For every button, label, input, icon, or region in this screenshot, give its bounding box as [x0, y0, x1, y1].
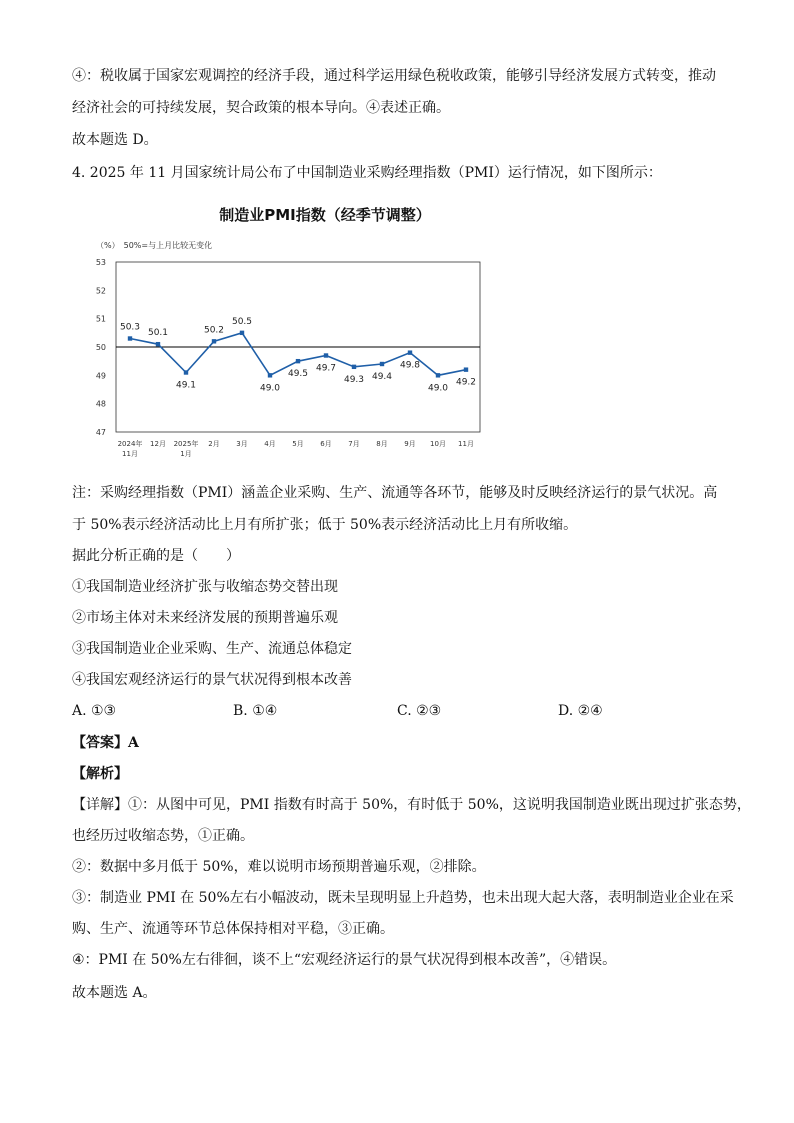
- data-point: [268, 373, 272, 377]
- value-labels: [120, 317, 476, 393]
- x-tick-label: 2025年 1月: [173, 440, 199, 458]
- detail-line-1: 【详解】①：从图中可见，PMI 指数有时高于 50%，有时低于 50%，这说明我国制造业既出现过扩张态势，: [72, 797, 751, 813]
- note-line-1: 注：采购经理指数（PMI）涵盖企业采购、生产、流通等各环节，能够及时反映经济运行的景气状况。高: [72, 485, 718, 501]
- analysis-label: 【解析】: [72, 766, 128, 782]
- x-tick-label: 5月: [292, 440, 304, 448]
- detail-line-3: ②：数据中多月低于 50%，难以说明市场预期普遍乐观，②排除。: [72, 859, 486, 875]
- data-point: [352, 365, 356, 369]
- y-tick-label: 49: [95, 371, 106, 381]
- data-point: [128, 336, 132, 340]
- data-label: 50.1: [147, 328, 169, 339]
- x-tick-label: 10月: [430, 440, 446, 448]
- x-tick-label: 4月: [264, 440, 276, 448]
- detail-line-5: 购、生产、流通等环节总体保持相对平稳，③正确。: [72, 921, 394, 937]
- x-tick-label: 12月: [150, 440, 166, 448]
- data-label: 49.0: [427, 383, 449, 394]
- statement-4: ④我国宏观经济运行的景气状况得到根本改善: [72, 672, 352, 688]
- x-tick-label: 2024年 11月: [117, 440, 143, 458]
- detail-line-7: 故本题选 A。: [72, 985, 157, 1001]
- detail-line-4: ③：制造业 PMI 在 50%左右小幅波动，既未呈现明显上升趋势，也未出现大起大落，表明制造业企业在采: [72, 890, 734, 906]
- question-prompt: 据此分析正确的是（ ）: [72, 548, 240, 564]
- data-point: [156, 342, 160, 346]
- chart-title: 制造业PMI指数（经季节调整）: [219, 206, 431, 224]
- y-tick-label: 48: [95, 399, 106, 409]
- data-label: 50.5: [231, 316, 253, 327]
- detail-line-6: ④：PMI 在 50%左右徘徊，谈不上“宏观经济运行的景气状况得到根本改善”，④错误。: [72, 952, 617, 968]
- data-label: 50.2: [203, 325, 225, 336]
- x-tick-label: 6月: [320, 440, 332, 448]
- data-point: [296, 359, 300, 363]
- x-axis-labels: [118, 439, 474, 458]
- data-label: 49.4: [371, 372, 393, 382]
- option-d: D. ②④: [558, 703, 603, 719]
- x-tick-label: 7月: [348, 440, 360, 448]
- y-tick-label: 52: [95, 286, 106, 296]
- text-line-2: 经济社会的可持续发展，契合政策的根本导向。④表述正确。: [72, 100, 450, 116]
- data-label: 49.7: [315, 363, 337, 374]
- x-tick-label: 3月: [236, 440, 248, 448]
- data-point: [380, 362, 384, 366]
- data-label: 49.1: [175, 380, 197, 391]
- text-line-3: 故本题选 D。: [72, 132, 158, 148]
- statement-3: ③我国制造业企业采购、生产、流通总体稳定: [72, 641, 352, 657]
- option-b: B. ①④: [233, 703, 278, 719]
- text-line-1: ④：税收属于国家宏观调控的经济手段，通过科学运用绿色税收政策，能够引导经济发展方式转变，推动: [72, 68, 716, 84]
- x-tick-label: 9月: [404, 440, 416, 448]
- data-label: 49.3: [343, 374, 365, 385]
- data-label: 49.2: [455, 377, 477, 388]
- answer-label: 【答案】A: [72, 735, 139, 751]
- data-label: 49.8: [399, 360, 421, 371]
- data-point: [324, 353, 328, 357]
- data-point: [240, 331, 244, 335]
- x-tick-label: 2月: [208, 440, 220, 448]
- pmi-line-chart: [80, 250, 500, 465]
- data-point: [464, 367, 468, 371]
- statement-1: ①我国制造业经济扩张与收缩态势交替出现: [72, 579, 338, 595]
- option-a: A. ①③: [72, 703, 117, 719]
- y-tick-label: 51: [95, 314, 106, 324]
- y-tick-label: 50: [95, 343, 106, 352]
- option-c: C. ②③: [397, 703, 442, 719]
- data-label: 50.3: [119, 322, 141, 333]
- y-axis-ticks: [96, 258, 106, 437]
- question-4-stem: 4. 2025 年 11 月国家统计局公布了中国制造业采购经理指数（PMI）运行情况，如下图所示：: [72, 165, 662, 181]
- data-point: [436, 373, 440, 377]
- data-label: 49.0: [259, 383, 281, 394]
- note-line-2: 于 50%表示经济活动比上月有所扩张；低于 50%表示经济活动比上月有所收缩。: [72, 517, 578, 533]
- chart-unit-note: （%） 50%=与上月比较无变化: [96, 241, 213, 250]
- data-point: [184, 370, 188, 374]
- data-point: [212, 339, 216, 343]
- y-tick-label: 53: [95, 258, 106, 267]
- y-tick-label: 47: [95, 428, 106, 437]
- x-tick-label: 11月: [458, 440, 474, 448]
- detail-line-2: 也经历过收缩态势，①正确。: [72, 828, 254, 844]
- x-tick-label: 8月: [376, 440, 388, 448]
- data-point: [408, 350, 412, 354]
- data-label: 49.5: [287, 369, 309, 380]
- statement-2: ②市场主体对未来经济发展的预期普遍乐观: [72, 610, 338, 626]
